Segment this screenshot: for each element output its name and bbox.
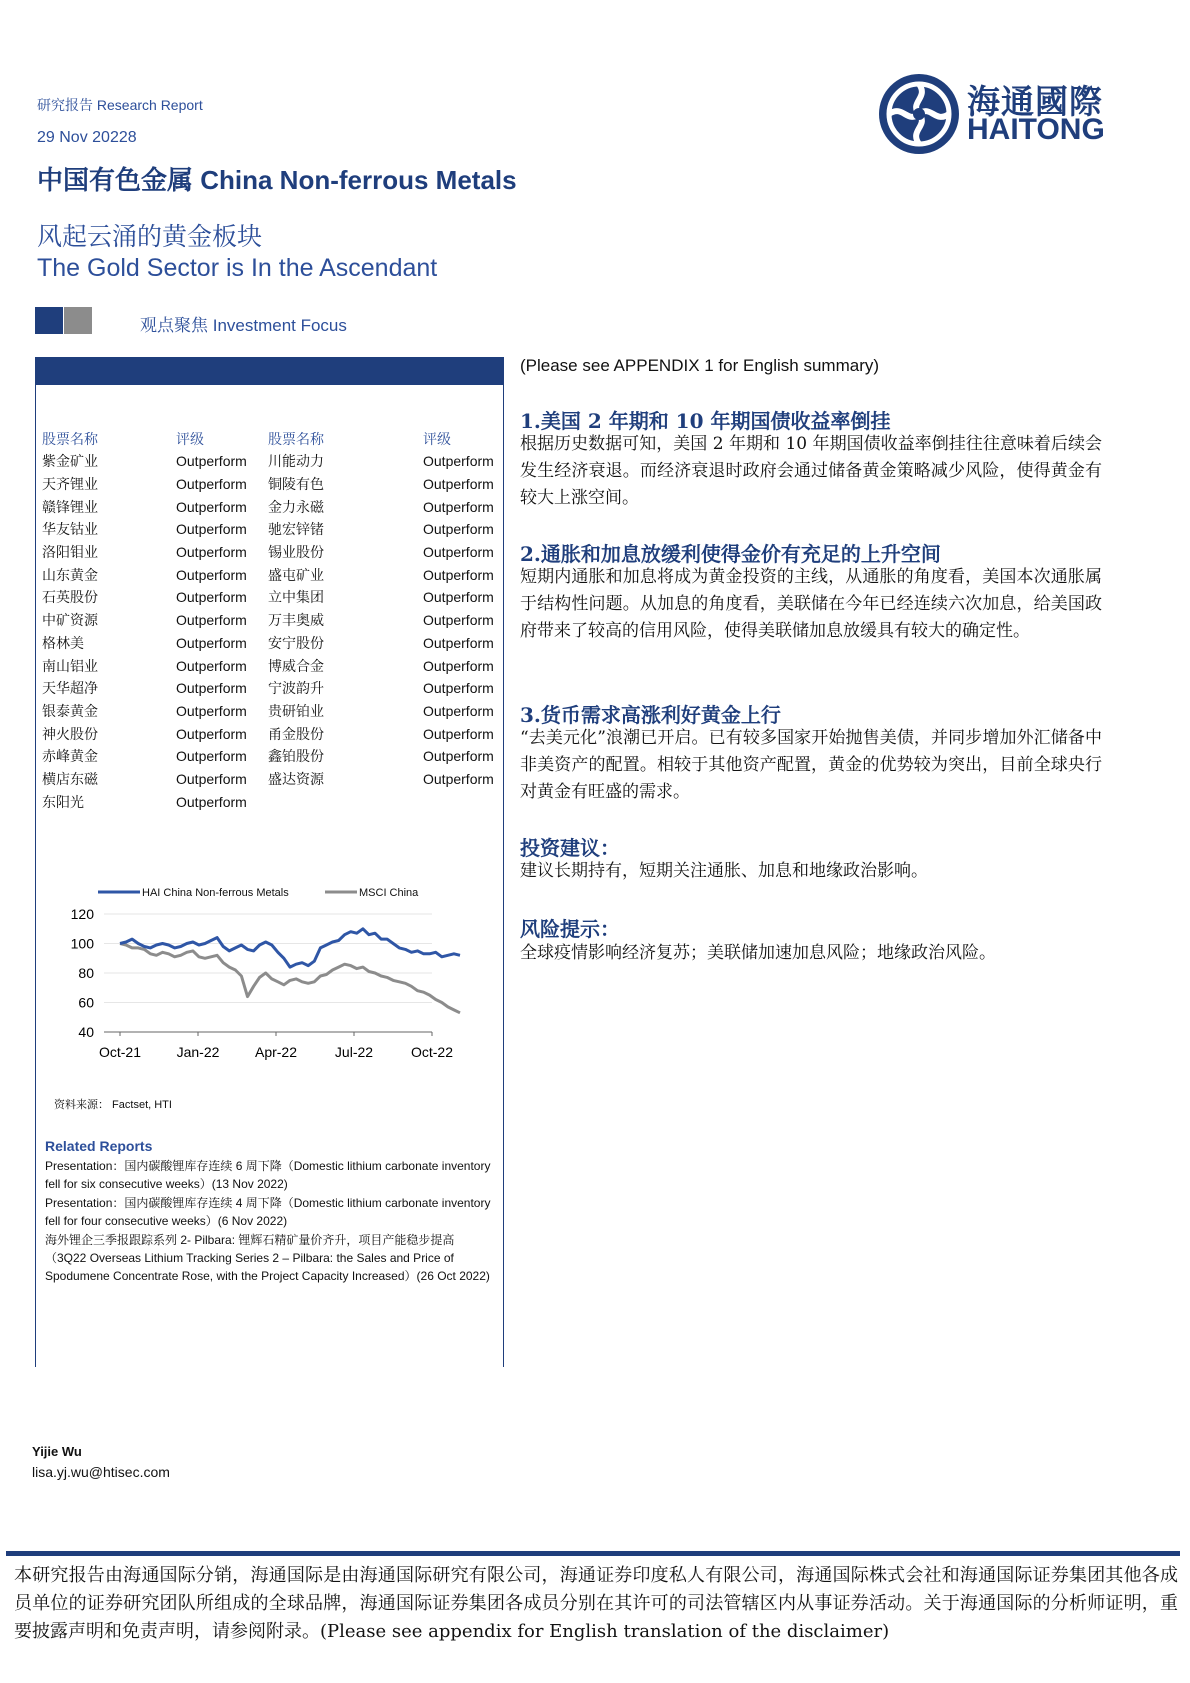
stock-name-cell: 紫金矿业 [42, 454, 98, 471]
stock-name-cell: 贵研铂业 [268, 703, 324, 720]
rating-cell: Outperform [423, 612, 494, 629]
section-body: “去美元化”浪潮已开启。已有较多国家开始抛售美债，并同步增加外汇储备中非美资产的配置。相较于其他资产配置，黄金的优势较为突出，目前全球央行对黄金有旺盛的需求。 [520, 728, 1102, 802]
sidebar-header-bar [35, 357, 504, 385]
stock-name-cell: 甬金股份 [268, 726, 324, 743]
section-heading: 3.货币需求高涨利好黄金上行 [520, 703, 781, 727]
rating-cell: Outperform [176, 725, 247, 742]
y-tick-label: 100 [70, 935, 94, 952]
risk-warning-heading: 风险提示： [520, 917, 620, 941]
table-row [42, 790, 503, 813]
x-tick-label: Apr-22 [254, 1044, 298, 1060]
rating-cell: Outperform [176, 589, 247, 606]
related-report-item[interactable]: Presentation：国内碳酸锂库存连续 6 周下降（Domestic lithium carbonate inventory fell for six consecutive weeks）(13 Nov 2022) [45, 1159, 491, 1191]
column-header: 评级 [423, 432, 451, 448]
focus-marker-gray [64, 307, 92, 334]
column-header: 股票名称 [42, 432, 98, 448]
table-row [42, 700, 503, 723]
stock-name-cell: 格林美 [42, 635, 84, 652]
table-row [42, 654, 503, 677]
focus-marker-navy [35, 307, 63, 334]
column-header: 股票名称 [268, 432, 324, 448]
rating-cell: Outperform [423, 476, 494, 493]
stock-name-cell: 东阳光 [42, 794, 84, 811]
rating-cell: Outperform [176, 748, 247, 765]
stock-name-cell: 铜陵有色 [268, 477, 324, 494]
rating-cell: Outperform [176, 521, 247, 538]
table-row [42, 722, 503, 745]
rating-cell: Outperform [176, 566, 247, 583]
stock-name-cell: 驰宏锌锗 [268, 522, 324, 539]
rating-cell: Outperform [423, 498, 494, 515]
rating-cell: Outperform [423, 770, 494, 787]
table-row [42, 677, 503, 700]
table-row [42, 586, 503, 609]
y-tick-label: 80 [78, 965, 94, 981]
section-body: 根据历史数据可知，美国 2 年期和 10 年期国债收益率倒挂往往意味着后续会发生经济衰退。而经济衰退时政府会通过储备黄金策略减少风险，使得黄金有较大上涨空间。 [520, 434, 1102, 508]
stock-name-cell: 博威合金 [268, 658, 324, 675]
report-date: 29 Nov 20228 [37, 129, 137, 146]
related-report-item[interactable]: Presentation：国内碳酸锂库存连续 4 周下降（Domestic lithium carbonate inventory fell for four consecutive weeks）(6 Nov 2022) [45, 1196, 491, 1228]
stock-name-cell: 神火股份 [42, 726, 98, 743]
stock-name-cell: 横店东磁 [42, 771, 98, 788]
rating-cell: Outperform [176, 612, 247, 629]
rating-cell: Outperform [176, 476, 247, 493]
section-heading: 2.通胀和加息放缓利使得金价有充足的上升空间 [520, 542, 941, 566]
table-row [42, 563, 503, 586]
stock-name-cell: 盛达资源 [268, 771, 324, 788]
report-title-cn: 风起云涌的黄金板块 [37, 222, 263, 251]
rating-cell: Outperform [423, 634, 494, 651]
rating-cell: Outperform [423, 657, 494, 674]
x-tick-label: Oct-21 [98, 1044, 142, 1060]
y-tick-label: 40 [78, 1024, 94, 1040]
table-header-row [42, 428, 503, 450]
chart-source: 资料来源： Factset, HTI [54, 1099, 172, 1111]
investment-advice-body: 建议长期持有，短期关注通胀、加息和地缘政治影响。 [520, 861, 928, 881]
column-header: 评级 [176, 432, 204, 448]
series-line-hai [120, 929, 460, 967]
rating-cell: Outperform [176, 634, 247, 651]
risk-warning-body: 全球疫情影响经济复苏；美联储加速加息风险；地缘政治风险。 [520, 943, 996, 963]
table-row [42, 632, 503, 655]
stock-name-cell: 天华超净 [42, 681, 98, 698]
y-tick-label: 60 [78, 994, 94, 1011]
stock-name-cell: 盛屯矿业 [268, 567, 324, 584]
analyst-name: Yijie Wu [32, 1444, 82, 1459]
analyst-email[interactable]: lisa.yj.wu@htisec.com [32, 1464, 170, 1480]
stock-name-cell: 华友钴业 [42, 522, 98, 539]
rating-cell: Outperform [176, 498, 247, 515]
table-row [42, 518, 503, 541]
x-tick-label: Jan-22 [176, 1044, 220, 1060]
investment-advice-heading: 投资建议： [520, 836, 620, 860]
stock-name-cell: 赤峰黄金 [42, 749, 98, 766]
footer-divider [6, 1551, 1180, 1556]
rating-cell: Outperform [423, 566, 494, 583]
x-axis [99, 1032, 453, 1060]
rating-cell: Outperform [423, 453, 494, 470]
stock-name-cell: 银泰黄金 [42, 703, 98, 720]
table-row [42, 495, 503, 518]
legend-label-hai: HAI China Non-ferrous Metals [142, 887, 289, 899]
rating-cell: Outperform [176, 453, 247, 470]
stock-name-cell [268, 790, 423, 813]
stock-name-cell: 洛阳钼业 [42, 545, 98, 562]
rating-cell: Outperform [423, 589, 494, 606]
table-row [42, 768, 503, 791]
rating-cell: Outperform [423, 680, 494, 697]
x-tick-label: Oct-22 [410, 1044, 454, 1060]
rating-cell: Outperform [176, 680, 247, 697]
rating-cell: Outperform [176, 702, 247, 719]
footer-disclaimer: 本研究报告由海通国际分销，海通国际是由海通国际研究有限公司，海通证券印度私人有限公司，海通国际株式会社和海通国际证券集团其他各成员单位的证券研究团队所组成的全球品牌，海通国际证券集团各成员分别在其许可的司法管辖区内从事证券活动。关于海通国际的分析师证明，重要披露声明和免责声明，请参阅附录。(Please see appendix for English translation of the disclaimer) [14, 1565, 1178, 1642]
rating-cell: Outperform [176, 657, 247, 674]
section-heading: 1.美国 2 年期和 10 年期国债收益率倒挂 [520, 409, 891, 433]
rating-cell: Outperform [423, 725, 494, 742]
y-tick-label: 120 [70, 906, 94, 922]
rating-cell: Outperform [423, 748, 494, 765]
rating-cell: Outperform [176, 770, 247, 787]
rating-cell: Outperform [423, 521, 494, 538]
x-tick-label: Jul-22 [334, 1044, 374, 1060]
table-body [42, 450, 503, 813]
rating-cell: Outperform [423, 702, 494, 719]
stock-name-cell: 山东黄金 [42, 567, 98, 584]
stock-name-cell: 川能动力 [268, 454, 324, 471]
stock-name-cell: 赣锋锂业 [42, 499, 98, 516]
chart-series [120, 929, 460, 1013]
table-row [42, 473, 503, 496]
rating-cell: Outperform [423, 544, 494, 561]
focus-label: 观点聚焦 Investment Focus [140, 316, 347, 335]
appendix-note: (Please see APPENDIX 1 for English summary) [520, 356, 880, 375]
report-title-en: The Gold Sector is In the Ascendant [37, 254, 438, 282]
stock-name-cell: 南山铝业 [42, 658, 98, 675]
rating-cell [423, 790, 503, 813]
table-row [42, 745, 503, 768]
sector-title: 中国有色金属 China Non-ferrous Metals [37, 165, 517, 195]
stock-name-cell: 安宁股份 [268, 635, 324, 652]
table-row [42, 609, 503, 632]
stock-name-cell: 石英股份 [42, 590, 98, 607]
table-row [42, 541, 503, 564]
related-reports-title: Related Reports [45, 1138, 153, 1154]
performance-line-chart [50, 877, 500, 1087]
stock-name-cell: 中矿资源 [42, 613, 98, 630]
logo-text-cn: 海通國際 [967, 83, 1103, 120]
related-report-item[interactable]: 海外锂企三季报跟踪系列 2- Pilbara: 锂辉石精矿量价齐升，项目产能稳步提高（3Q22 Overseas Lithium Tracking Series 2 – Pilbara: the Sales and Price of Spodumene Concentrate Rose, with the Project Capacity Increased）(26 Oct 2022) [45, 1233, 490, 1283]
legend-label-msci: MSCI China [359, 887, 419, 899]
stock-name-cell: 万丰奥威 [268, 613, 324, 630]
stock-name-cell: 立中集团 [268, 590, 324, 607]
stock-name-cell: 宁波韵升 [268, 681, 324, 698]
section-body: 短期内通胀和加息将成为黄金投资的主线，从通胀的角度看，美国本次通胀属于结构性问题。从加息的角度看，美联储在今年已经连续六次加息，给美国政府带来了较高的信用风险，使得美联储加息放缓具有较大的确定性。 [520, 567, 1102, 641]
rating-cell: Outperform [176, 793, 247, 810]
chart-legend [98, 887, 419, 899]
stock-name-cell: 金力永磁 [268, 499, 324, 516]
haitong-emblem-icon [877, 72, 961, 156]
stock-rating-table [42, 428, 503, 813]
rating-cell: Outperform [176, 544, 247, 561]
stock-name-cell: 天齐锂业 [42, 477, 98, 494]
stock-name-cell: 鑫铂股份 [268, 749, 324, 766]
report-type: 研究报告 Research Report [37, 97, 203, 113]
logo-text-en: HAITONG [967, 113, 1105, 146]
stock-name-cell: 锡业股份 [268, 545, 324, 562]
table-row [42, 450, 503, 473]
